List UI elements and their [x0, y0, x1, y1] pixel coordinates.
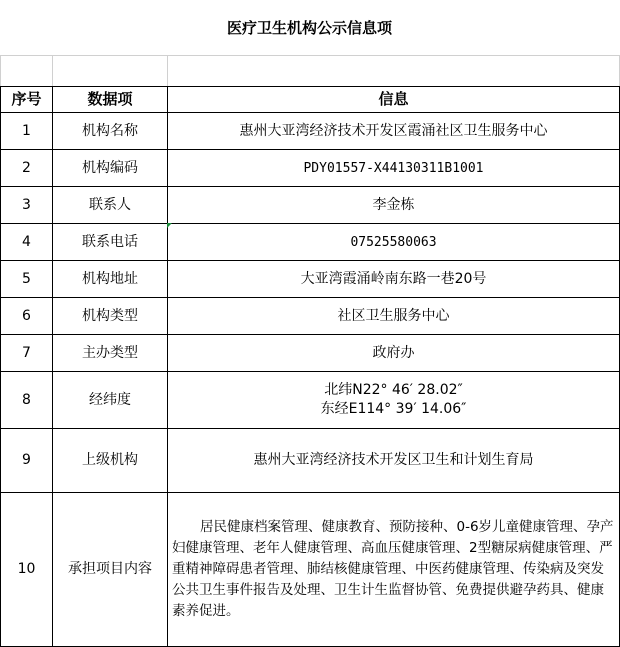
table-row [1, 429, 620, 493]
latitude-text: 北纬N22° 46′ 28.02″ [324, 382, 463, 398]
row-field[interactable]: 联系电话 [53, 224, 168, 261]
row-field[interactable]: 机构名称 [53, 113, 168, 150]
longitude-text: 东经E114° 39′ 14.06″ [320, 401, 467, 417]
table-header-row [1, 87, 620, 113]
row-info[interactable]: 李金栋 [168, 187, 620, 224]
row-index[interactable]: 5 [1, 261, 53, 298]
row-info[interactable]: 惠州大亚湾经济技术开发区卫生和计划生育局 [168, 429, 620, 493]
table-row [1, 493, 620, 647]
row-info[interactable]: 惠州大亚湾经济技术开发区霞涌社区卫生服务中心 [168, 113, 620, 150]
row-index[interactable]: 1 [1, 113, 53, 150]
row-info[interactable]: 07525580063 [168, 224, 620, 261]
row-field[interactable]: 机构编码 [53, 150, 168, 187]
grid-line [167, 55, 168, 86]
table-row [1, 372, 620, 429]
row-field[interactable]: 主办类型 [53, 335, 168, 372]
row-info[interactable] [168, 372, 620, 429]
table-row [1, 150, 620, 187]
grid-line [52, 55, 53, 86]
row-index[interactable]: 3 [1, 187, 53, 224]
empty-grid-row [0, 55, 620, 86]
header-index: 序号 [1, 87, 53, 113]
row-field[interactable]: 经纬度 [53, 372, 168, 429]
row-info[interactable]: PDY01557-X44130311B1001 [168, 150, 620, 187]
table-row [1, 113, 620, 150]
row-field[interactable]: 承担项目内容 [53, 493, 168, 647]
header-field: 数据项 [53, 87, 168, 113]
row-index[interactable]: 4 [1, 224, 53, 261]
row-field[interactable]: 机构类型 [53, 298, 168, 335]
row-index[interactable]: 6 [1, 298, 53, 335]
comment-marker-icon [167, 223, 172, 228]
row-index[interactable]: 2 [1, 150, 53, 187]
table-row [1, 224, 620, 261]
info-table [0, 86, 620, 647]
row-field[interactable]: 机构地址 [53, 261, 168, 298]
row-index[interactable]: 10 [1, 493, 53, 647]
row-index[interactable]: 8 [1, 372, 53, 429]
row-info[interactable]: 大亚湾霞涌岭南东路一巷20号 [168, 261, 620, 298]
project-content-text: 居民健康档案管理、健康教育、预防接种、0-6岁儿童健康管理、孕产妇健康管理、老年人健康管理、高血压健康管理、2型糖尿病健康管理、严重精神障碍患者管理、肺结核健康管理、中医药健康管理、传染病及突发公共卫生事件报告及处理、卫生计生监督协管、免费提供避孕药具、健康素养促进。 [172, 519, 614, 619]
table-row [1, 335, 620, 372]
grid-line [0, 55, 1, 86]
row-index[interactable]: 9 [1, 429, 53, 493]
row-info[interactable] [168, 493, 620, 647]
row-index[interactable]: 7 [1, 335, 53, 372]
table-row [1, 298, 620, 335]
header-info: 信息 [168, 87, 620, 113]
row-field[interactable]: 联系人 [53, 187, 168, 224]
table-row [1, 187, 620, 224]
table-row [1, 261, 620, 298]
row-field[interactable]: 上级机构 [53, 429, 168, 493]
row-info[interactable]: 政府办 [168, 335, 620, 372]
page-title: 医疗卫生机构公示信息项 [0, 0, 619, 56]
row-info[interactable]: 社区卫生服务中心 [168, 298, 620, 335]
